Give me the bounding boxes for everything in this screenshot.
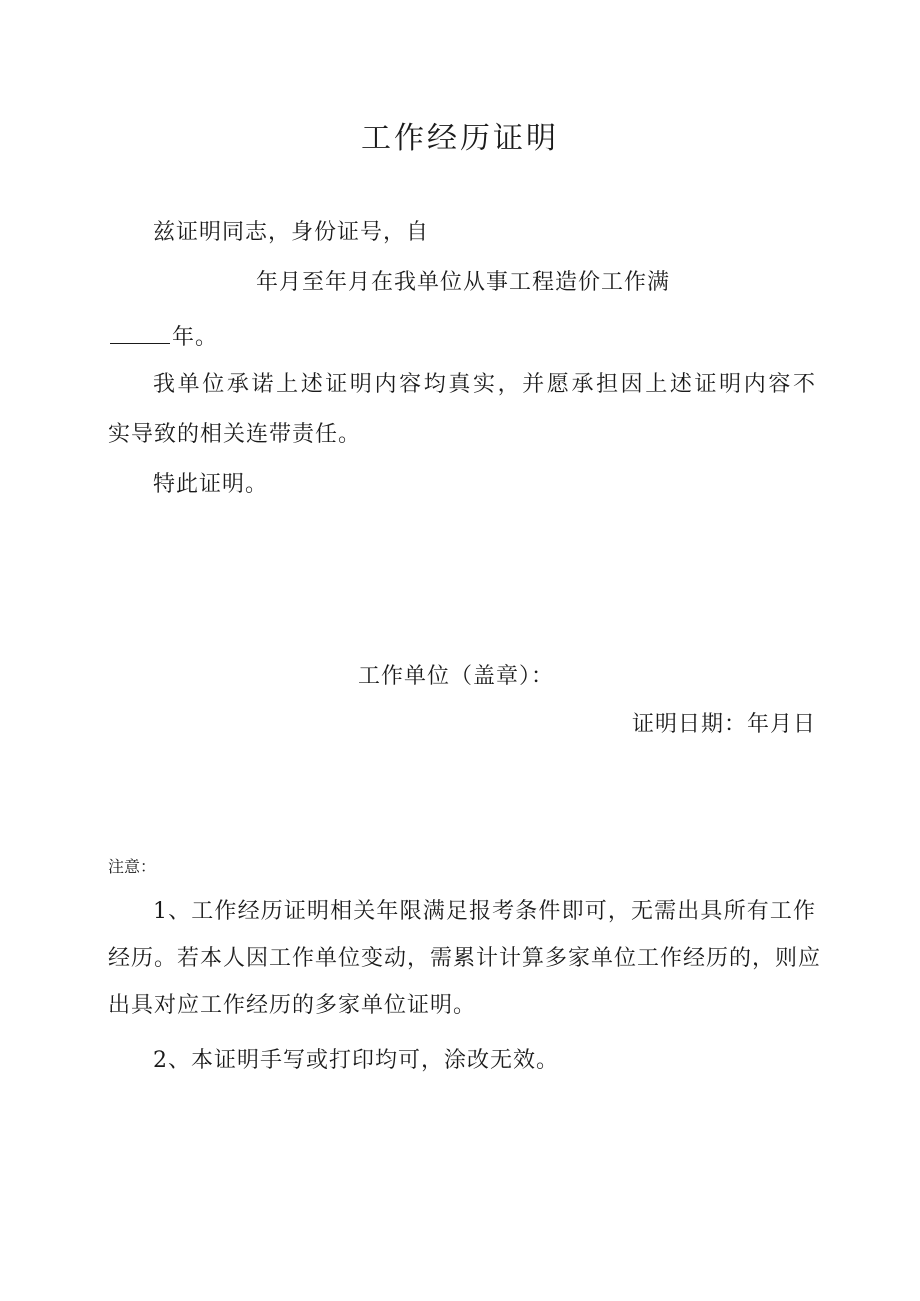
note-1-line-3: 出具对应工作经历的多家单位证明。	[108, 993, 477, 1018]
unit-seal-label: 工作单位（盖章）：	[358, 664, 555, 689]
note-1-line-2: 经历。若本人因工作单位变动，需累计计算多家单位工作经历的，则应	[108, 946, 822, 971]
body-line-1: 兹证明同志，身份证号，自	[153, 220, 430, 245]
note-1-line-1: 1、工作经历证明相关年限满足报考条件即可，无需出具所有工作	[153, 899, 816, 924]
commitment-line-2: 实导致的相关连带责任。	[108, 422, 362, 447]
years-suffix: 年。	[172, 325, 219, 350]
certificate-date-label: 证明日期：年月日	[631, 712, 816, 737]
page-title: 工作经历证明	[361, 121, 559, 156]
body-line-2: 年月至年月在我单位从事工程造价工作满	[256, 270, 671, 295]
body-line-3	[110, 323, 218, 353]
note-2: 2、本证明手写或打印均可，涂改无效。	[153, 1048, 559, 1073]
closing-text: 特此证明。	[153, 472, 269, 497]
years-blank	[110, 325, 170, 344]
commitment-line-1: 我单位承诺上述证明内容均真实，并愿承担因上述证明内容不	[153, 372, 816, 397]
notes-label: 注意：	[108, 857, 157, 876]
